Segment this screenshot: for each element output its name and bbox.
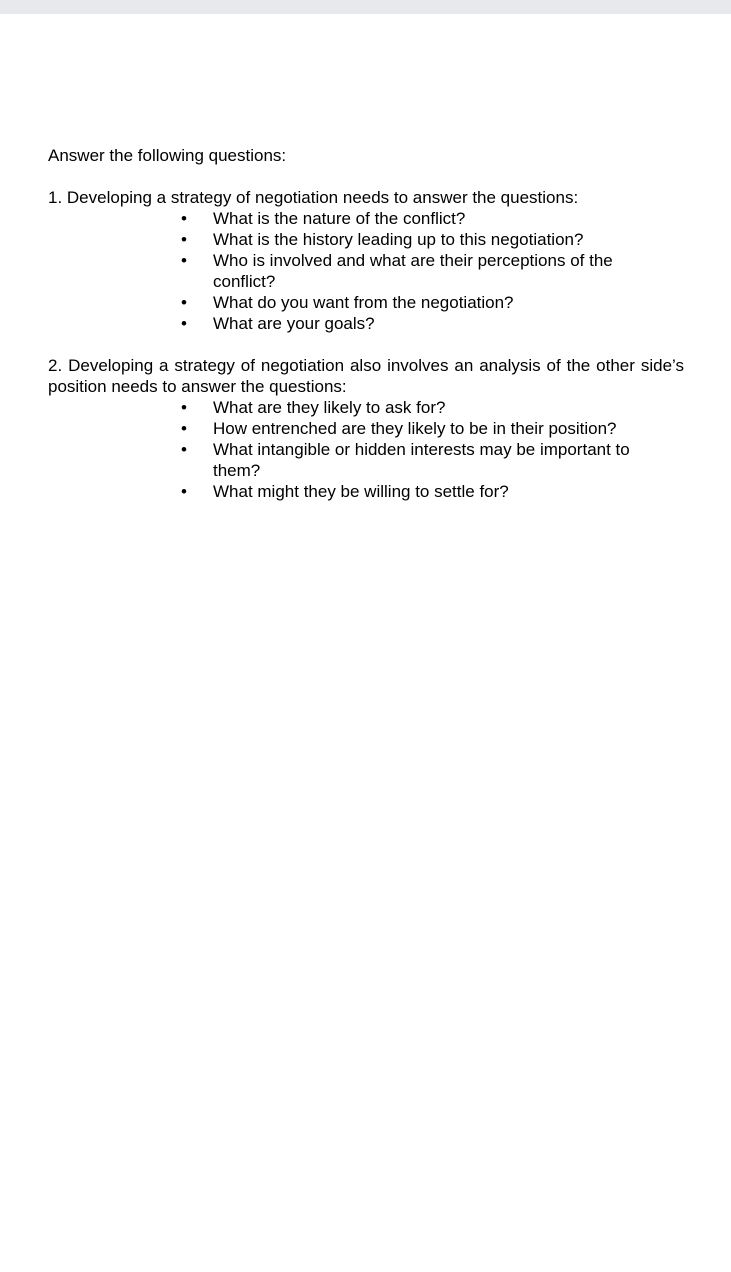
bullet-icon: • <box>181 230 187 249</box>
list-item <box>48 397 663 418</box>
bullet-icon: • <box>181 482 187 501</box>
bullet-icon: • <box>181 251 187 270</box>
list-item-text: How entrenched are they likely to be in their position? <box>213 419 617 438</box>
list-item-text: Who is involved and what are their perceptions of the conflict? <box>213 251 613 291</box>
question-2-bullet-list <box>48 397 688 502</box>
list-item-text: What do you want from the negotiation? <box>213 293 514 312</box>
list-item-text: What might they be willing to settle for? <box>213 482 509 501</box>
list-item <box>48 208 663 229</box>
list-item <box>48 418 663 439</box>
question-2-text: 2. Developing a strategy of negotiation also involves an analysis of the other side’s position needs to answer the questions: <box>48 356 684 396</box>
bullet-icon: • <box>181 440 187 459</box>
bullet-icon: • <box>181 209 187 228</box>
list-item <box>48 250 663 292</box>
list-item-text: What is the nature of the conflict? <box>213 209 466 228</box>
question-1-bullet-list <box>48 208 688 334</box>
question-1-text: 1. Developing a strategy of negotiation needs to answer the questions: <box>48 188 579 207</box>
list-item <box>48 481 663 502</box>
list-item <box>48 439 663 481</box>
list-item-text: What is the history leading up to this negotiation? <box>213 230 584 249</box>
list-item-text: What intangible or hidden interests may be important to them? <box>213 440 630 480</box>
document-page <box>48 145 688 502</box>
list-item <box>48 229 663 250</box>
bullet-icon: • <box>181 419 187 438</box>
list-item-text: What are your goals? <box>213 314 375 333</box>
bullet-icon: • <box>181 398 187 417</box>
bullet-icon: • <box>181 314 187 333</box>
bullet-icon: • <box>181 293 187 312</box>
top-status-bar <box>0 0 731 14</box>
instructions-text: Answer the following questions: <box>48 146 287 165</box>
list-item-text: What are they likely to ask for? <box>213 398 446 417</box>
list-item <box>48 292 663 313</box>
list-item <box>48 313 663 334</box>
